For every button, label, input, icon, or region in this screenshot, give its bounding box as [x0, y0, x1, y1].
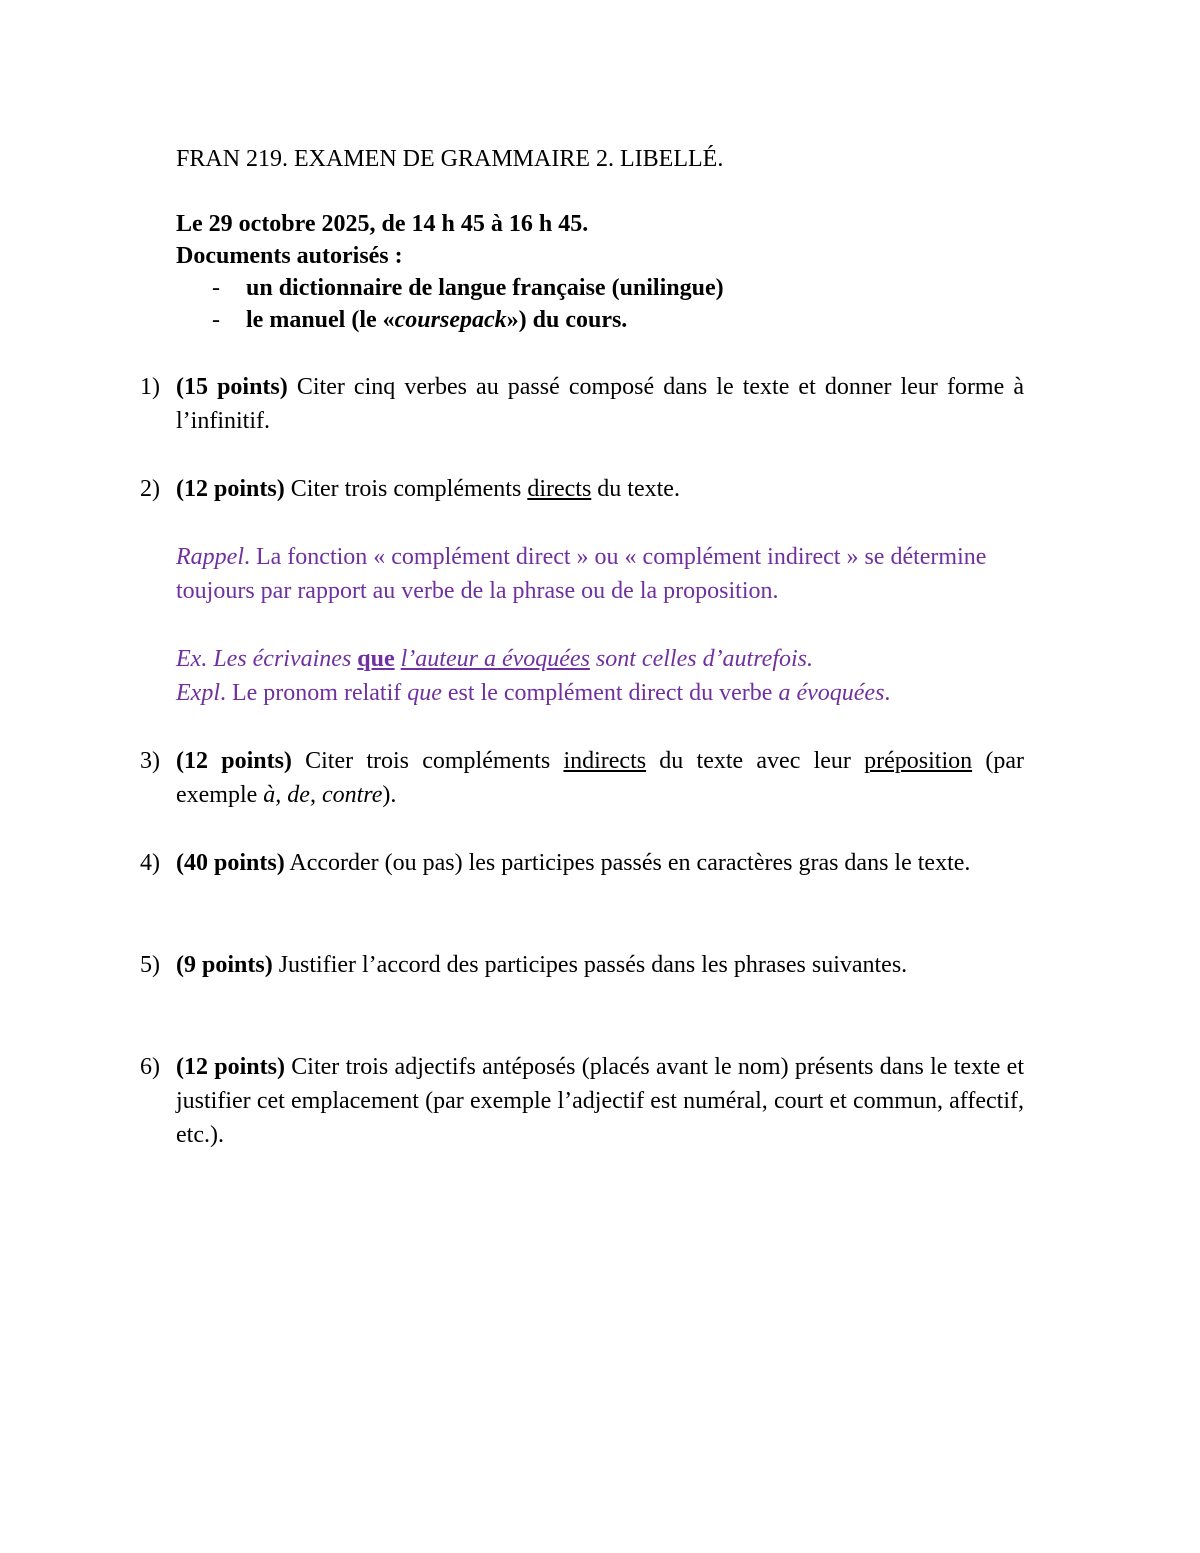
example-que: que: [357, 646, 395, 672]
documents-item-text-end: ») du cours.: [506, 307, 628, 333]
question-text-end: du texte.: [591, 476, 680, 502]
question-text: Citer trois adjectifs antéposés (placés avant le nom) présents dans le texte et justifier cet emplacement (par exemple l’adjectif est numéral, court et commun, affectif, etc.).: [176, 1054, 1024, 1148]
coursepack-term: coursepack: [394, 307, 507, 333]
question-text: Citer trois compléments: [284, 476, 528, 502]
exam-info: [176, 208, 1056, 336]
example-end: sont celles d’autrefois.: [589, 646, 813, 672]
explanation-sentence: [176, 676, 1024, 710]
rappel-text: . La fonction « complément direct » ou « complément indirect » se détermine toujours par rapport au verbe de la phrase ou de la proposition.: [176, 544, 987, 604]
explanation-label: Expl: [176, 680, 220, 706]
question-text: Justifier l’accord des participes passés dans les phrases suivantes.: [272, 952, 908, 978]
question-points: (40 points): [176, 850, 285, 876]
documents-item-text: le manuel (le «: [246, 307, 395, 333]
question-2: [140, 472, 1024, 506]
question-text-mid2: (par exemple: [176, 748, 1024, 808]
question-5: [140, 948, 1024, 982]
example-note: [176, 642, 1024, 710]
documents-item-dictionary: [176, 272, 1056, 304]
example-verb: l’auteur a évoquées: [400, 646, 590, 672]
exam-date: Le 29 octobre 2025, de 14 h 45 à 16 h 45.: [176, 211, 589, 237]
question-text: Citer trois compléments: [291, 748, 564, 774]
page-title: FRAN 219. EXAMEN DE GRAMMAIRE 2. LIBELLÉ.: [176, 146, 724, 172]
question-3: [140, 744, 1024, 812]
question-6: [140, 1050, 1024, 1152]
rappel-note: [176, 540, 1024, 608]
underlined-term-preposition: préposition: [864, 748, 973, 774]
question-points: (9 points): [176, 952, 273, 978]
explanation-text: . Le pronom relatif: [219, 680, 408, 706]
question-number: 4): [140, 850, 160, 876]
question-number: 1): [140, 374, 160, 400]
explanation-text-mid: est le complément direct du verbe: [441, 680, 779, 706]
documents-item-text: un dictionnaire de langue française (unilingue): [246, 275, 724, 301]
question-text: Citer cinq verbes au passé composé dans le texte et donner leur forme à l’infinitif.: [176, 374, 1024, 434]
question-points: (12 points): [176, 1054, 285, 1080]
question-points: (12 points): [176, 476, 285, 502]
explanation-end: .: [884, 680, 891, 706]
question-text-mid: du texte avec leur: [646, 748, 865, 774]
explanation-verb: a évoquées: [778, 680, 885, 706]
rappel-label: Rappel: [176, 544, 244, 570]
question-number: 5): [140, 952, 160, 978]
list-dash: -: [212, 307, 220, 333]
example-label: Ex. Les écrivaines: [176, 646, 358, 672]
documents-list: [176, 272, 1056, 336]
question-number: 2): [140, 476, 160, 502]
documents-item-coursepack: [176, 304, 1056, 336]
question-number: 3): [140, 748, 160, 774]
question-text: Accorder (ou pas) les participes passés en caractères gras dans le texte.: [284, 850, 971, 876]
explanation-que: que: [407, 680, 442, 706]
question-4: [140, 846, 1024, 880]
list-dash: -: [212, 275, 220, 301]
question-points: (15 points): [176, 374, 288, 400]
documents-label: Documents autorisés :: [176, 243, 403, 269]
underlined-term-directs: directs: [527, 476, 592, 502]
question-number: 6): [140, 1054, 160, 1080]
question-1: [140, 370, 1024, 438]
preposition-examples: à, de, contre: [263, 782, 383, 808]
example-sentence: [176, 642, 1024, 676]
underlined-term-indirects: indirects: [563, 748, 647, 774]
question-text-end: ).: [382, 782, 397, 808]
question-points: (12 points): [176, 748, 292, 774]
